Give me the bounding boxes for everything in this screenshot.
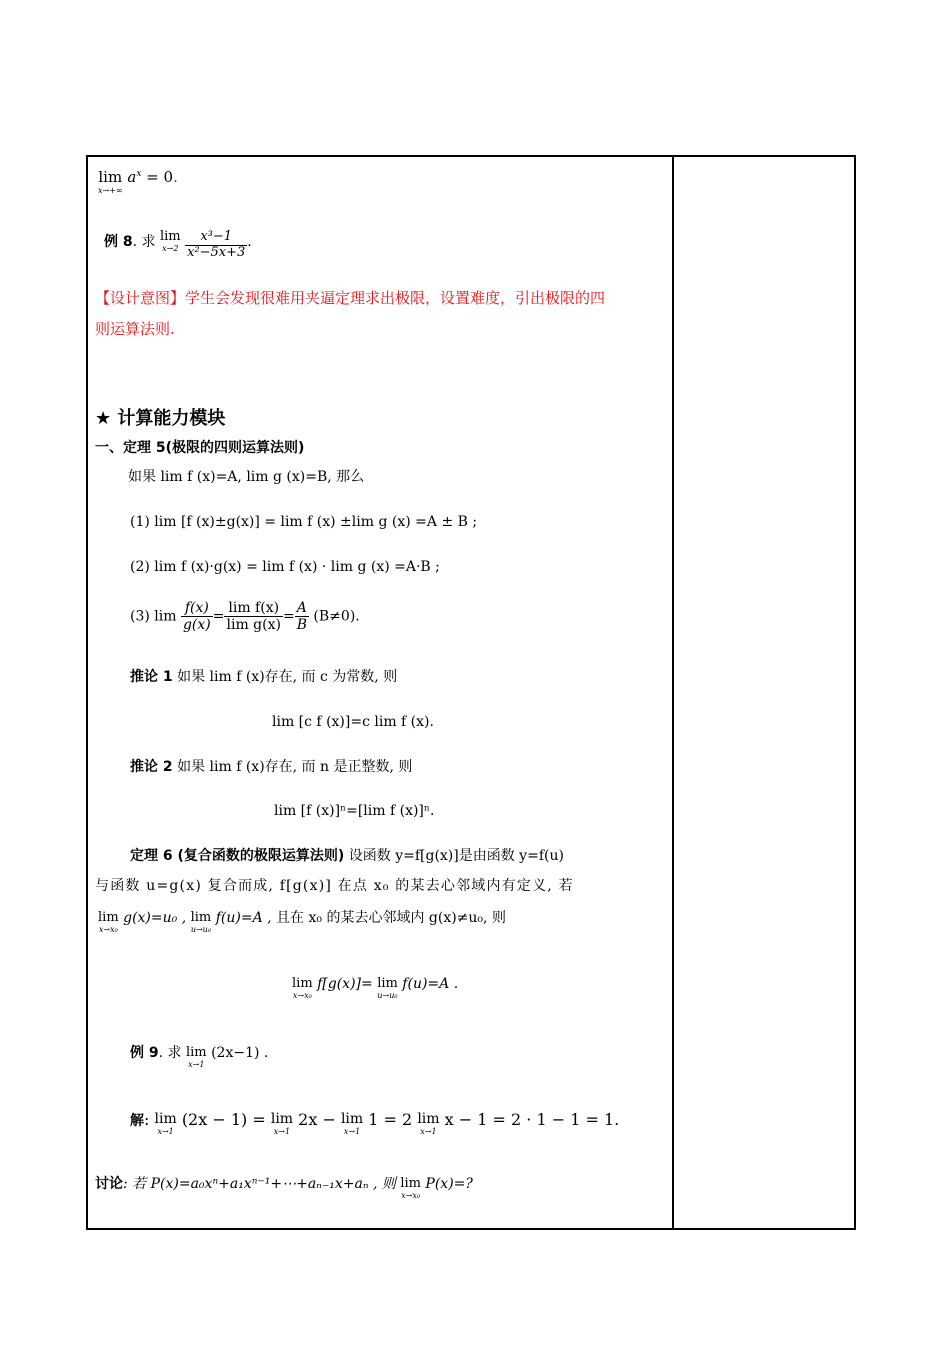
corollary-2 [130, 760, 412, 774]
lim-subscript: x→1 [157, 1127, 174, 1136]
denominator: g(x) [182, 617, 211, 634]
discussion-label: 讨论 [95, 1176, 123, 1192]
lim-word: lim [190, 910, 212, 925]
corollary-1-formula: lim [c f (x)]=c lim f (x). [272, 714, 434, 730]
module-title: ★ 计算能力模块 [95, 408, 226, 429]
if-condition-line: 如果 lim f (x)=A, lim g (x)=B, 那么 [128, 469, 365, 485]
lim-subscript: x→+∞ [98, 186, 123, 195]
fraction-lim [224, 600, 282, 633]
example-9-expression: (2x−1) . [211, 1045, 269, 1061]
lim-word: lim [154, 1111, 177, 1127]
lim-word: lim [340, 1111, 364, 1127]
corollary-1 [130, 670, 397, 684]
lim-subscript: x→2 [162, 244, 179, 253]
design-intent-line1: 【设计意图】学生会发现很难用夹逼定理求出极限，设置难度，引出极限的四 [95, 289, 606, 307]
theorem-6-line1 [130, 849, 564, 863]
discussion-text: : 若 P(x)=a₀xⁿ+a₁xⁿ⁻¹+⋯+aₙ₋₁x+aₙ , 则 [123, 1176, 401, 1192]
colon: : [144, 1110, 150, 1129]
theorem-6-formula [292, 977, 458, 1000]
lim-subscript: x→x₀ [98, 925, 118, 934]
equals-zero: = 0 [141, 168, 174, 186]
lim-word: lim [400, 1176, 421, 1191]
rule-2: (2) lim f (x)·g(x) = lim f (x) · lim g (x) =A·B ; [130, 559, 440, 575]
corollary-2-formula: lim [f (x)]ⁿ=[lim f (x)]ⁿ. [274, 803, 435, 819]
example-8 [104, 230, 252, 261]
fraction-ab [295, 600, 309, 633]
corollary-1-label: 推论 1 [130, 669, 173, 685]
outer-limit: f(u)=A , [215, 910, 272, 926]
example-8-text: . 求 [132, 233, 160, 250]
solution-label: 解 [130, 1113, 144, 1129]
lim-word: lim [98, 910, 119, 925]
example-8-label: 例 8 [104, 233, 133, 250]
column-divider [672, 155, 674, 1230]
lim-subscript: x→1 [188, 1060, 205, 1069]
limit-ax-formula [98, 170, 178, 195]
lim-subscript: u→u₀ [377, 991, 398, 1000]
theorem-6-line2: 与函数 u=g(x) 复合而成, f[g(x)] 在点 x₀ 的某去心邻域内有定义, 若 [95, 878, 574, 894]
lim-subscript: u→u₀ [190, 925, 212, 934]
lim-subscript: x→1 [420, 1127, 437, 1136]
lim-subscript: x→1 [273, 1127, 291, 1136]
solution [130, 1112, 619, 1136]
solution-step-1: (2x − 1) = [181, 1110, 271, 1129]
lim-word: lim [159, 229, 181, 244]
lim-word: lim [417, 1111, 440, 1127]
denominator: lim g(x) [226, 617, 281, 634]
solution-step-2: 2x − [298, 1110, 341, 1129]
example-9-label: 例 9 [130, 1045, 159, 1061]
example-8-fraction [185, 230, 247, 261]
fraction-fg [181, 600, 213, 633]
rule-3: (3) lim $\frac{f(x)}{g(x)}$ = $\frac{\text{lim f(x)}}{\text{lim g(x)}}$ = $\frac{A}{B}$ (B≠0). [130, 600, 360, 634]
inner-limit: g(x)=u₀ , [123, 910, 187, 926]
solution-step-4: x − 1 = 2 · 1 − 1 = 1. [444, 1110, 620, 1129]
lim-word: lim [292, 976, 313, 991]
lim-subscript: x→1 [343, 1127, 361, 1136]
discussion [95, 1177, 473, 1200]
theorem-6-line3 [98, 911, 506, 934]
exponent: x [136, 169, 142, 179]
solution-step-3: 1 = 2 [368, 1110, 418, 1129]
period: . [247, 233, 252, 250]
numerator: A [295, 600, 309, 617]
theorem-6-text: 设函数 y=f[g(x)]是由函数 y=f(u) [344, 848, 564, 864]
rule-3-suffix: (B≠0). [308, 608, 360, 625]
lim-word: lim [377, 976, 398, 991]
discussion-question: P(x)=? [425, 1176, 473, 1192]
denominator: x²−5x+3 [187, 244, 246, 260]
corollary-2-label: 推论 2 [130, 759, 173, 775]
lim-subscript: x→x₀ [401, 1191, 421, 1200]
denominator: B [296, 617, 307, 634]
numerator: lim f(x) [224, 600, 282, 617]
rule-1: (1) lim [f (x)±g(x)] = lim f (x) ±lim g (x) =A ± B ; [130, 514, 478, 530]
example-9 [130, 1046, 268, 1069]
lim-subscript: x→x₀ [292, 991, 312, 1000]
lim-word: lim [270, 1111, 294, 1127]
corollary-2-text: 如果 lim f (x)存在, 而 n 是正整数, 则 [172, 759, 413, 775]
corollary-1-text: 如果 lim f (x)存在, 而 c 为常数, 则 [172, 669, 398, 685]
period: . [173, 168, 178, 186]
rule-3-prefix: (3) lim [130, 608, 181, 625]
base: a [127, 168, 137, 186]
lim-word: lim [98, 168, 123, 186]
example-9-text: . 求 [158, 1045, 186, 1061]
theorem-5-title: 一、定理 5(极限的四则运算法则) [95, 440, 305, 456]
lim-word: lim [185, 1045, 207, 1060]
composite-limit: f[g(x)]= [317, 976, 373, 992]
numerator: x³−1 [185, 230, 247, 246]
outer-function-limit: f(u)=A . [402, 976, 459, 992]
numerator: f(x) [181, 600, 213, 617]
design-intent-line2: 则运算法则. [95, 320, 175, 338]
theorem-6-condition: 且在 x₀ 的某去心邻域内 g(x)≠u₀, 则 [271, 910, 506, 926]
theorem-6-label: 定理 6 (复合函数的极限运算法则) [130, 848, 345, 864]
